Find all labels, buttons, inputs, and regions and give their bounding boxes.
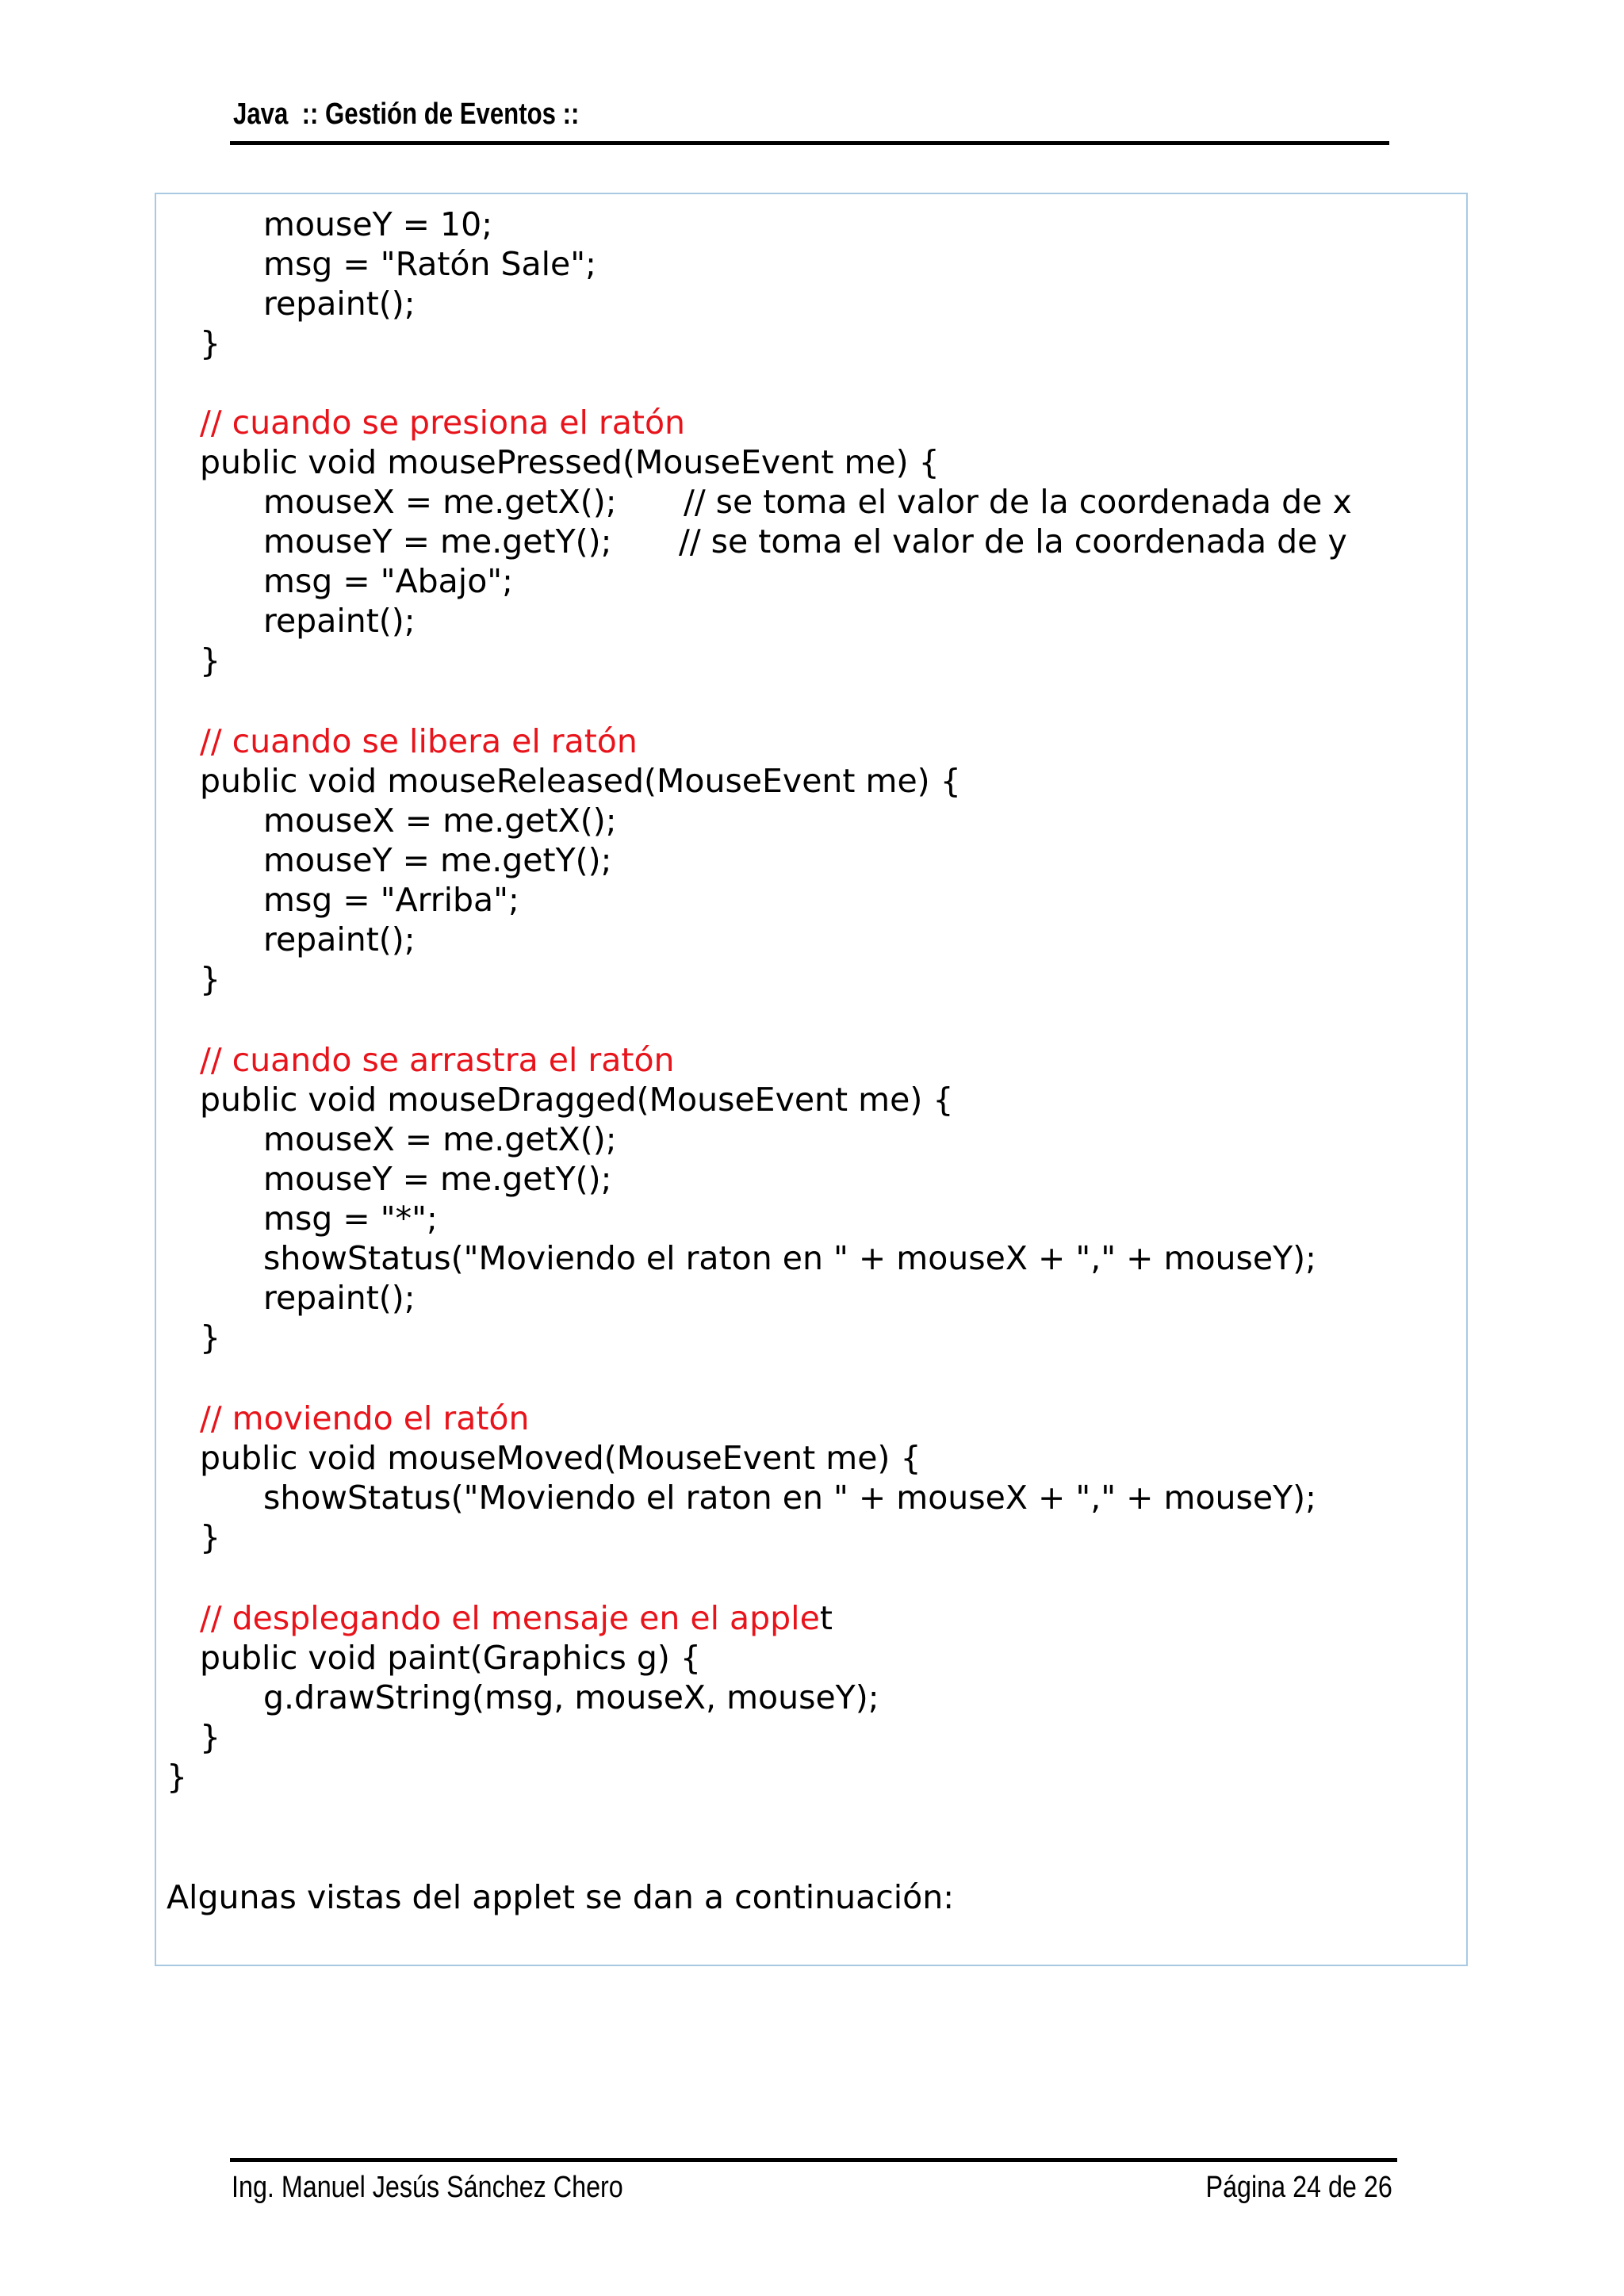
code-line: mouseY = me.getY(); [263, 841, 612, 879]
code-comment [200, 1598, 833, 1638]
code-line: } [200, 641, 221, 679]
code-line: msg = "Abajo"; [263, 562, 513, 600]
footer-page-number: Página 24 de 26 [1205, 2171, 1392, 2204]
code-line: } [200, 324, 221, 362]
code-line: mouseY = 10; [263, 205, 493, 243]
code-line: public void paint(Graphics g) { [200, 1639, 702, 1677]
code-line: mouseY = me.getY(); [263, 1160, 612, 1198]
code-line: mouseX = me.getX(); [263, 1120, 617, 1158]
code-line: } [200, 1718, 221, 1756]
code-inline-comment: // se toma el valor de la coordenada de y [679, 522, 1347, 561]
page-header [230, 94, 1389, 145]
page-footer [230, 2158, 1397, 2218]
code-line: msg = "Arriba"; [263, 881, 519, 919]
code-line: public void mouseReleased(MouseEvent me) { [200, 762, 961, 800]
code-line: } [200, 960, 221, 998]
header-title: Java :: Gestión de Eventos :: [233, 98, 580, 131]
code-line: repaint(); [263, 1279, 416, 1317]
code-line: } [200, 1518, 221, 1556]
code-line: g.drawString(msg, mouseX, mouseY); [263, 1678, 879, 1716]
code-line: public void mousePressed(MouseEvent me) { [200, 443, 940, 481]
code-line: mouseX = me.getX(); [263, 802, 617, 840]
code-inline-comment: // se toma el valor de la coordenada de x [684, 483, 1352, 521]
footer-author: Ing. Manuel Jesús Sánchez Chero [232, 2171, 623, 2204]
code-line: repaint(); [263, 285, 416, 323]
code-line: msg = "*"; [263, 1200, 438, 1238]
code-line: } [200, 1318, 221, 1357]
code-comment: // cuando se arrastra el ratón [200, 1041, 675, 1079]
code-line: showStatus("Moviendo el raton en " + mouseX + "," + mouseY); [263, 1239, 1316, 1277]
code-line: public void mouseDragged(MouseEvent me) { [200, 1081, 954, 1119]
code-line: public void mouseMoved(MouseEvent me) { [200, 1439, 921, 1477]
code-line: repaint(); [263, 602, 416, 640]
code-comment: // moviendo el ratón [200, 1399, 530, 1437]
code-line: showStatus("Moviendo el raton en " + mouseX + "," + mouseY); [263, 1479, 1316, 1517]
code-line: mouseX = me.getX(); [263, 483, 617, 521]
code-line: } [167, 1758, 188, 1796]
code-line: msg = "Ratón Sale"; [263, 245, 596, 283]
code-comment-text: // desplegando el mensaje en el apple [200, 1599, 820, 1637]
code-comment: // cuando se libera el ratón [200, 722, 638, 760]
code-line: mouseY = me.getY(); [263, 522, 612, 561]
code-comment: // cuando se presiona el ratón [200, 404, 686, 442]
note-text: Algunas vistas del applet se dan a continuación: [167, 1878, 955, 1916]
code-comment-tail: t [819, 1599, 833, 1637]
code-line: repaint(); [263, 920, 416, 959]
